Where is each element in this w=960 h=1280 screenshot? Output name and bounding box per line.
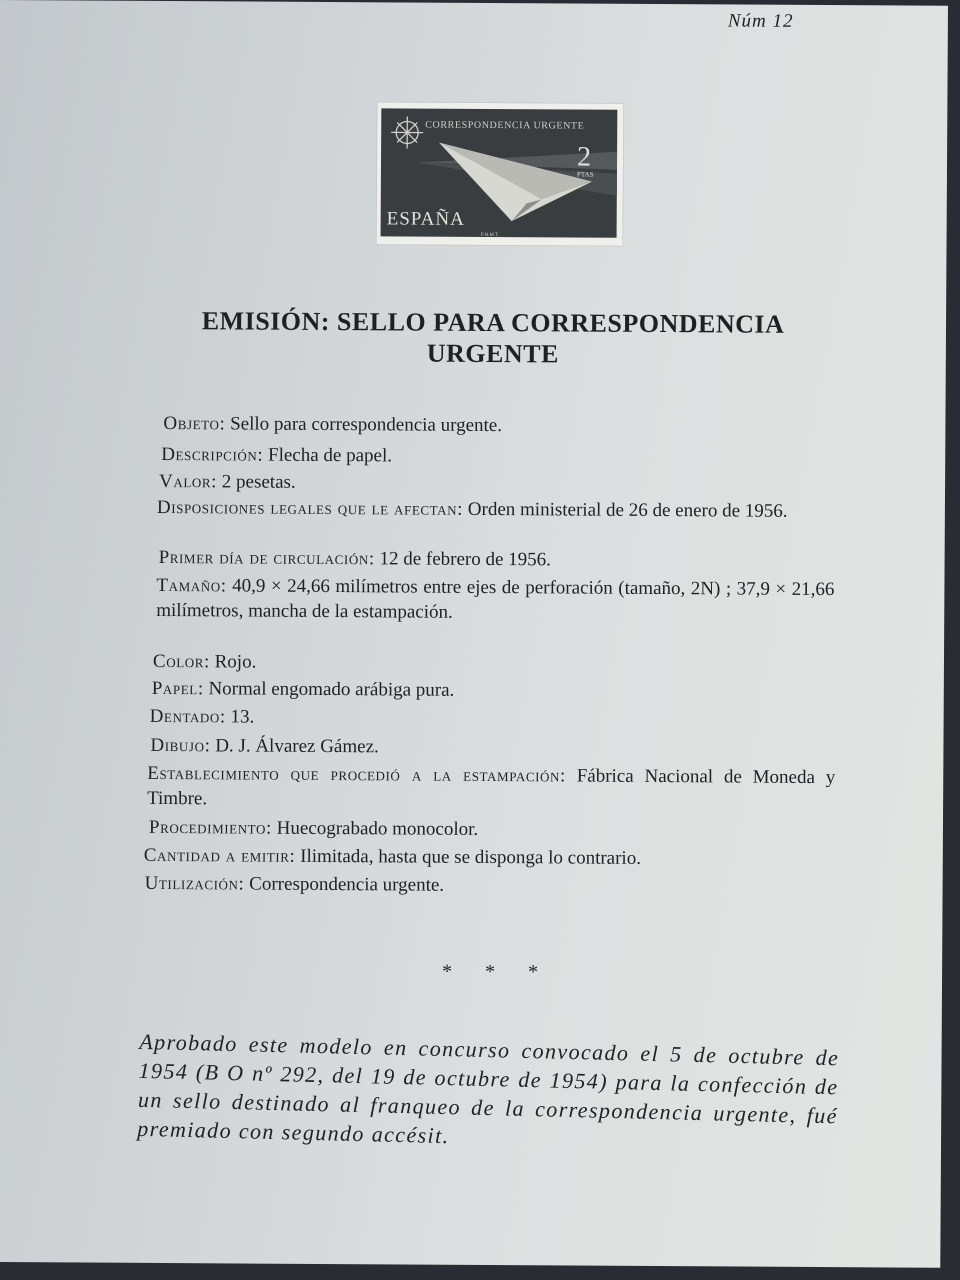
- field-value: Flecha de papel.: [267, 444, 393, 467]
- field-value: Huecograbado monocolor.: [276, 817, 479, 840]
- field-label: Procedimiento:: [148, 816, 272, 839]
- stamp-country: ESPAÑA: [386, 208, 465, 230]
- field-utilizacion: [145, 871, 835, 900]
- field-label: Objeto:: [163, 413, 226, 435]
- postage-stamp-image: [377, 102, 624, 246]
- field-disposiciones: [157, 495, 835, 524]
- field-papel: [152, 676, 822, 705]
- field-label: Primer día de circulación:: [158, 546, 375, 570]
- field-label: Dentado:: [149, 705, 226, 728]
- field-objeto: [163, 411, 833, 440]
- field-label: Papel:: [151, 677, 204, 700]
- field-label: Descripción:: [161, 443, 264, 466]
- field-descripcion: [161, 442, 831, 471]
- field-value: Rojo.: [214, 651, 257, 673]
- field-valor: [159, 469, 829, 498]
- field-value: 2 pesetas.: [221, 471, 296, 493]
- field-label: Tamaño:: [156, 574, 227, 597]
- field-procedimiento: [149, 815, 835, 844]
- field-color: [153, 649, 823, 678]
- page-number: Núm 12: [727, 10, 794, 32]
- page-title: [148, 305, 838, 371]
- field-label: Utilización:: [144, 872, 245, 895]
- field-dibujo: [150, 733, 820, 762]
- field-value: Normal engomado arábiga pura.: [208, 678, 455, 701]
- title-line-2: URGENTE: [426, 338, 559, 369]
- title-line-1: EMISIÓN: SELLO PARA CORRESPONDENCIA: [201, 306, 785, 339]
- field-value: 12 de febrero de 1956.: [379, 548, 552, 571]
- field-primer-dia: [159, 545, 829, 574]
- stamp-top-text: CORRESPONDENCIA URGENTE: [425, 119, 585, 132]
- stamp-printer: F.N.M.T.: [480, 231, 499, 239]
- field-value: Ilimitada, hasta que se disponga lo contrario.: [300, 845, 642, 869]
- field-value: 40,9 × 24,66 milímetros entre ejes de perforación (tamaño, 2N) ; 37,9 × 21,66 milímetros, mancha de la estampación.: [156, 575, 835, 623]
- field-value: Fábrica Nacional de Moneda y Timbre.: [147, 765, 836, 810]
- stamp-currency: PTAS: [576, 170, 594, 179]
- field-label: Establecimiento que procedió a la estampación:: [147, 762, 566, 787]
- stamp-value: 2: [576, 141, 592, 173]
- field-tamano: [156, 573, 834, 627]
- stamp-details-list: [143, 411, 839, 896]
- field-dentado: [150, 704, 820, 733]
- field-value: D. J. Álvarez Gámez.: [215, 735, 379, 758]
- field-label: Cantidad a emitir:: [143, 844, 296, 867]
- field-establecimiento: [147, 761, 835, 815]
- field-label: Dibujo:: [150, 734, 211, 757]
- section-separator: * * *: [442, 960, 553, 984]
- field-cantidad: [144, 843, 844, 872]
- field-value: Orden ministerial de 26 de enero de 1956.: [467, 498, 788, 522]
- field-label: Color:: [152, 650, 210, 673]
- field-value: 13.: [230, 706, 255, 728]
- approval-note: Aprobado este modelo en concurso convocado el 5 de octubre de 1954 (B O nº 292, del 19 de octubre de 1954) para la confección de un sello destinado al franqueo de la correspondencia urgente, fué premiado con segundo accésit.: [137, 1028, 840, 1149]
- field-value: Sello para correspondencia urgente.: [230, 413, 503, 437]
- field-value: Correspondencia urgente.: [249, 873, 445, 896]
- field-label: Valor:: [158, 470, 218, 493]
- field-label: Disposiciones legales que le afectan:: [156, 496, 464, 520]
